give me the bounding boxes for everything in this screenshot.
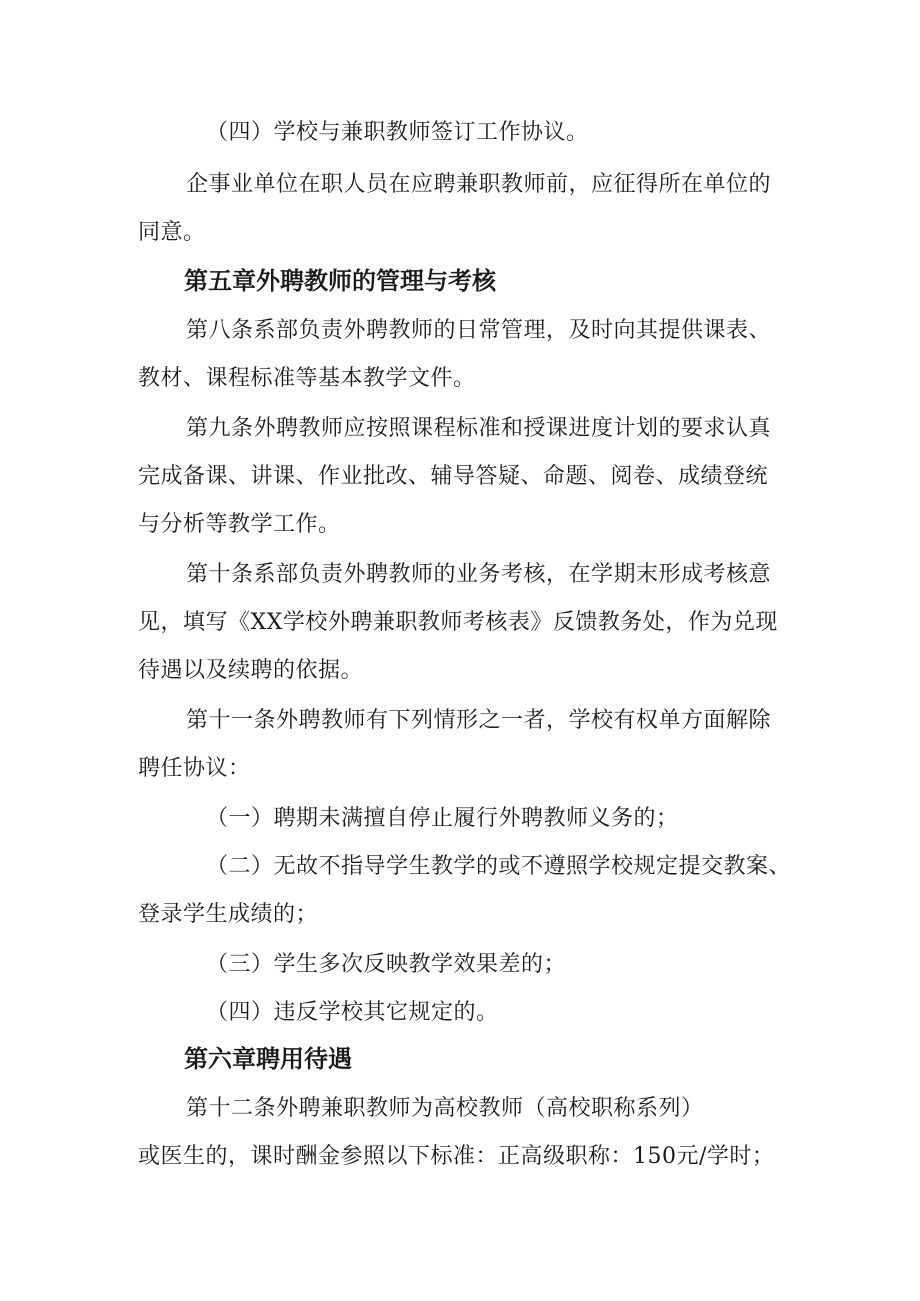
article-11-item-2: （二）无故不指导学生教学的或不遵照学校规定提交教案、: [206, 854, 792, 879]
paragraph-consent: 企事业单位在职人员在应聘兼职教师前，应征得所在单位的: [186, 172, 772, 197]
article-10: 第十条系部负责外聘教师的业务考核，在学期末形成考核意: [186, 562, 772, 587]
article-9-cont-1: 完成备课、讲课、作业批改、辅导答疑、命题、阅卷、成绩登统: [138, 464, 769, 489]
chapter-5-heading: 第五章外聘教师的管理与考核: [184, 267, 496, 295]
article-11-item-3: （三）学生多次反映教学效果差的；: [206, 952, 567, 977]
article-11-item-1: （一）聘期未满擅自停止履行外聘教师义务的；: [206, 806, 679, 831]
article-11-item-4: （四）违反学校其它规定的。: [206, 1000, 499, 1025]
article-12-cont: 或医生的，课时酬金参照以下标准：正高级职称：150元/学时；: [138, 1144, 775, 1169]
article-9-cont-2: 与分析等教学工作。: [138, 512, 341, 537]
article-8: 第八条系部负责外聘教师的日常管理，及时向其提供课表、: [186, 318, 772, 343]
article-11-cont: 聘任协议：: [138, 756, 251, 781]
article-8-cont: 教材、课程标准等基本教学文件。: [138, 366, 476, 391]
article-11: 第十一条外聘教师有下列情形之一者，学校有权单方面解除: [186, 708, 772, 733]
clause-4-signing: （四）学校与兼职教师签订工作协议。: [206, 120, 589, 145]
chapter-6-heading: 第六章聘用待遇: [184, 1045, 352, 1073]
paragraph-consent-cont: 同意。: [138, 220, 206, 245]
article-11-item-2-cont: 登录学生成绩的；: [138, 902, 319, 927]
article-10-cont-1: 见，填写《XX学校外聘兼职教师考核表》反馈教务处，作为兑现: [138, 610, 778, 635]
article-12: 第十二条外聘兼职教师为高校教师（高校职称系列）: [186, 1096, 704, 1121]
article-9: 第九条外聘教师应按照课程标准和授课进度计划的要求认真: [186, 416, 772, 441]
article-10-cont-2: 待遇以及续聘的依据。: [138, 658, 364, 683]
